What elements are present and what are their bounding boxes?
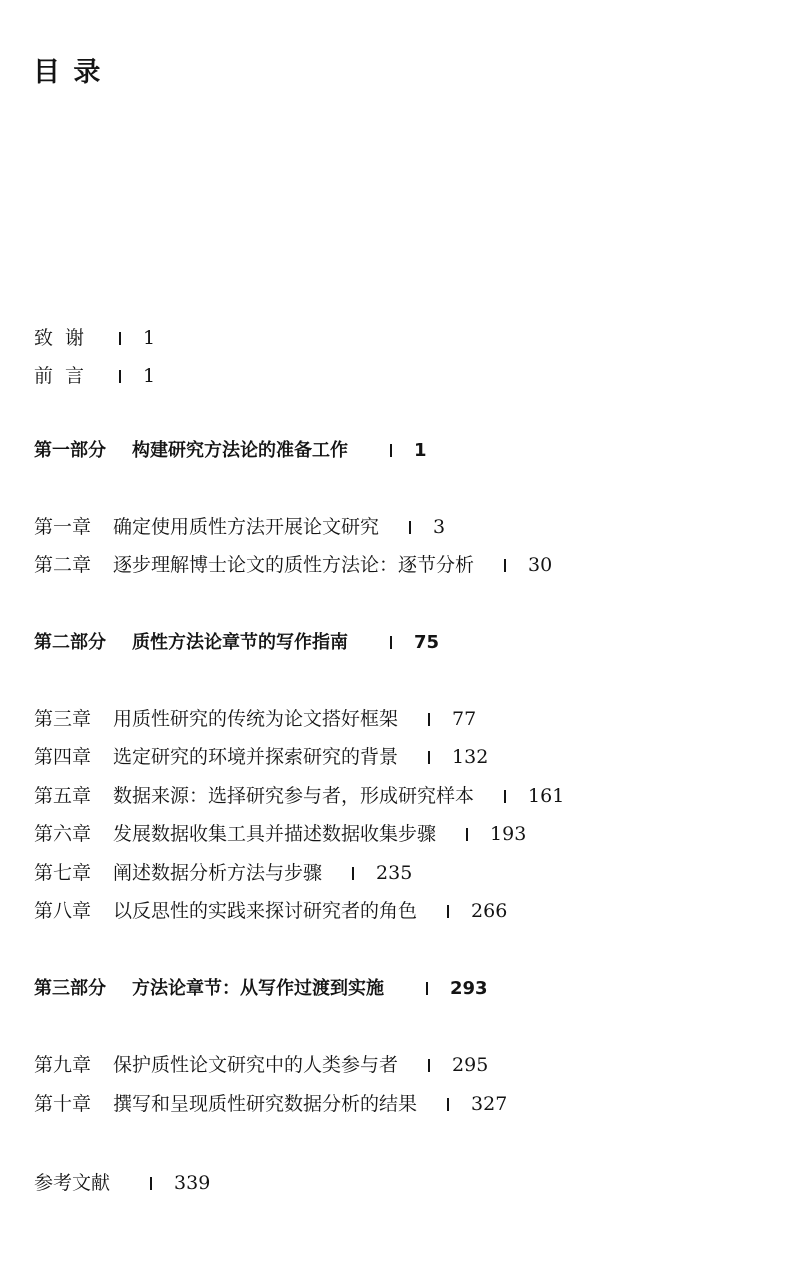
chapter-title: 数据来源：选择研究参与者，形成研究样本 <box>113 785 475 807</box>
toc-entry-page: 1 <box>143 327 156 349</box>
part-title: 质性方法论章节的写作指南 <box>132 632 348 653</box>
chapter-page: 30 <box>528 554 553 576</box>
part-page: 1 <box>414 440 427 461</box>
chapter-page: 77 <box>452 708 477 730</box>
toc-entry-title: 致谢 <box>34 327 97 349</box>
separator-bar <box>409 521 411 534</box>
toc-entry-acknowledgements[interactable] <box>34 324 155 352</box>
chapter-page: 266 <box>471 900 508 922</box>
chapter-number: 第一章 <box>34 516 92 538</box>
chapter-page: 327 <box>471 1093 508 1115</box>
separator-bar <box>447 1098 449 1111</box>
toc-chapter-4[interactable] <box>34 743 488 771</box>
part-number: 第二部分 <box>34 632 106 653</box>
toc-entry-page: 339 <box>174 1172 211 1194</box>
part-title: 方法论章节：从写作过渡到实施 <box>132 978 384 999</box>
chapter-page: 295 <box>452 1054 489 1076</box>
toc-chapter-3[interactable] <box>34 705 476 733</box>
toc-chapter-8[interactable] <box>34 897 507 925</box>
separator-bar <box>428 713 430 726</box>
part-number: 第三部分 <box>34 978 106 999</box>
separator-bar <box>428 751 430 764</box>
separator-bar <box>504 790 506 803</box>
toc-part-2[interactable] <box>34 629 439 657</box>
chapter-page: 235 <box>376 862 413 884</box>
separator-bar <box>428 1059 430 1072</box>
toc-chapter-2[interactable] <box>34 551 552 579</box>
chapter-title: 以反思性的实践来探讨研究者的角色 <box>113 900 418 922</box>
separator-bar <box>390 444 392 457</box>
chapter-number: 第九章 <box>34 1054 92 1076</box>
chapter-number: 第六章 <box>34 823 92 845</box>
chapter-number: 第五章 <box>34 785 92 807</box>
toc-chapter-1[interactable] <box>34 513 445 541</box>
part-number: 第一部分 <box>34 440 106 461</box>
separator-bar <box>119 332 121 345</box>
toc-entry-page: 1 <box>143 365 156 387</box>
toc-entry-preface[interactable] <box>34 362 155 390</box>
toc-entry-title: 前言 <box>34 365 97 387</box>
separator-bar <box>466 828 468 841</box>
separator-bar <box>150 1177 152 1190</box>
chapter-title: 用质性研究的传统为论文搭好框架 <box>113 708 399 730</box>
separator-bar <box>504 559 506 572</box>
page-title: 目 录 <box>33 57 103 88</box>
chapter-title: 保护质性论文研究中的人类参与者 <box>113 1054 399 1076</box>
chapter-page: 132 <box>452 746 489 768</box>
chapter-number: 第二章 <box>34 554 92 576</box>
toc-chapter-9[interactable] <box>34 1051 488 1079</box>
toc-entry-title: 参考文献 <box>34 1172 111 1194</box>
toc-chapter-6[interactable] <box>34 820 526 848</box>
separator-bar <box>447 905 449 918</box>
chapter-number: 第七章 <box>34 862 92 884</box>
chapter-title: 确定使用质性方法开展论文研究 <box>113 516 380 538</box>
toc-entry-references[interactable] <box>34 1169 210 1197</box>
toc-chapter-10[interactable] <box>34 1090 507 1118</box>
chapter-title: 撰写和呈现质性研究数据分析的结果 <box>113 1093 418 1115</box>
part-page: 75 <box>414 632 440 653</box>
chapter-number: 第三章 <box>34 708 92 730</box>
toc-part-1[interactable] <box>34 437 427 465</box>
toc-part-3[interactable] <box>34 975 488 1003</box>
chapter-page: 161 <box>528 785 565 807</box>
toc-chapter-5[interactable] <box>34 782 564 810</box>
part-title: 构建研究方法论的准备工作 <box>132 440 348 461</box>
chapter-number: 第八章 <box>34 900 92 922</box>
chapter-number: 第十章 <box>34 1093 92 1115</box>
chapter-title: 选定研究的环境并探索研究的背景 <box>113 746 399 768</box>
chapter-title: 阐述数据分析方法与步骤 <box>113 862 323 884</box>
separator-bar <box>352 867 354 880</box>
chapter-page: 193 <box>490 823 527 845</box>
chapter-title: 逐步理解博士论文的质性方法论：逐节分析 <box>113 554 475 576</box>
chapter-page: 3 <box>433 516 446 538</box>
chapter-number: 第四章 <box>34 746 92 768</box>
separator-bar <box>119 370 121 383</box>
separator-bar <box>426 982 428 995</box>
part-page: 293 <box>450 978 488 999</box>
chapter-title: 发展数据收集工具并描述数据收集步骤 <box>113 823 437 845</box>
toc-chapter-7[interactable] <box>34 859 412 887</box>
separator-bar <box>390 636 392 649</box>
